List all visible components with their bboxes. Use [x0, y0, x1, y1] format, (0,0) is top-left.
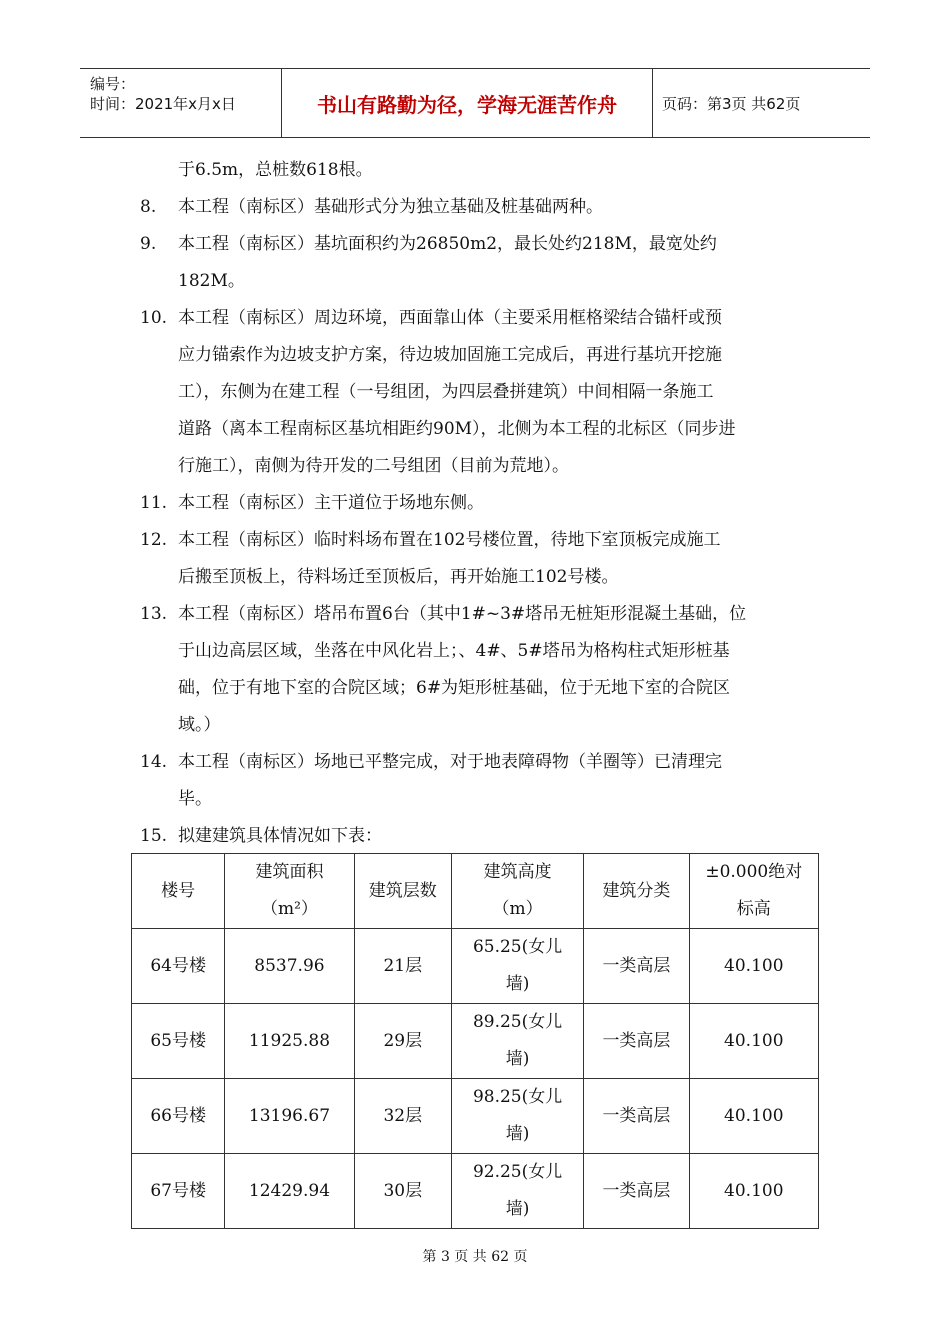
cell-text: 98.25(女儿	[472, 1087, 563, 1107]
list-item	[140, 596, 810, 744]
header-text: 建筑分类	[602, 880, 671, 901]
table-header-cell	[451, 854, 583, 929]
list-item-number: 13.	[140, 604, 168, 624]
cell-text: 墙)	[505, 1199, 530, 1219]
text-line: 本工程（南标区）基础形式分为独立基础及桩基础两种。	[178, 197, 603, 217]
text-line: 本工程（南标区）基坑面积约为26850m2，最长处约218M，最宽处约	[178, 234, 717, 254]
cell-category: 一类高层	[584, 1079, 689, 1154]
cell-building: 66号楼	[132, 1079, 225, 1154]
header-meta	[80, 69, 280, 137]
text-line: 毕。	[178, 789, 212, 809]
header-text: （m）	[492, 899, 543, 919]
table-row	[132, 1004, 819, 1079]
cell-elevation: 40.100	[689, 1079, 818, 1154]
list-item	[140, 818, 810, 855]
cell-floors: 29层	[354, 1004, 451, 1079]
header-text: 建筑高度	[483, 862, 552, 882]
list-item-number: 11.	[140, 493, 168, 513]
list-item-text	[178, 522, 810, 596]
header-text: 建筑层数	[368, 880, 437, 901]
text-line: 道路（离本工程南标区基坑相距约90M），北侧为本工程的北标区（同步进	[178, 419, 736, 439]
header-text: 楼号	[161, 880, 196, 901]
table-header-cell	[132, 854, 225, 929]
table-header-cell	[584, 854, 689, 929]
cell-area: 8537.96	[225, 929, 354, 1004]
cell-height	[451, 929, 583, 1004]
cell-text: 89.25(女儿	[472, 1012, 563, 1032]
cell-text: 65.25(女儿	[472, 937, 563, 957]
building-table	[131, 853, 819, 1229]
text-line: 工），东侧为在建工程（一号组团，为四层叠拼建筑）中间相隔一条施工	[178, 382, 714, 402]
header-text: ±0.000绝对	[705, 862, 803, 882]
list-item-number: 15.	[140, 826, 168, 846]
cell-text: 墙)	[505, 974, 530, 994]
list-item-number: 12.	[140, 530, 168, 550]
cell-category: 一类高层	[584, 929, 689, 1004]
list-item-number: 8.	[140, 197, 157, 217]
cell-text: 墙)	[505, 1124, 530, 1144]
cell-building: 67号楼	[132, 1154, 225, 1229]
text-line: 拟建建筑具体情况如下表：	[178, 826, 382, 846]
table-header-cell	[225, 854, 354, 929]
cell-height	[451, 1079, 583, 1154]
text-line: 本工程（南标区）场地已平整完成，对于地表障碍物（羊圈等）已清理完	[178, 752, 722, 772]
text-line: 本工程（南标区）临时料场布置在102号楼位置，待地下室顶板完成施工	[178, 530, 721, 550]
cell-building: 65号楼	[132, 1004, 225, 1079]
document-code-label: 编号：	[90, 75, 136, 93]
text-line: 行施工），南侧为待开发的二号组团（目前为荒地）。	[178, 456, 569, 476]
list-item-text	[178, 596, 810, 744]
header-motto: 书山有路勤为径，学海无涯苦作舟	[281, 69, 653, 137]
cell-elevation: 40.100	[689, 929, 818, 1004]
cell-building: 64号楼	[132, 929, 225, 1004]
table-body	[132, 929, 819, 1229]
page-header	[80, 68, 870, 138]
list-item-number: 10.	[140, 308, 168, 328]
table-header-cell	[689, 854, 818, 929]
cell-height	[451, 1004, 583, 1079]
cell-floors: 30层	[354, 1154, 451, 1229]
text-line: 应力锚索作为边坡支护方案，待边坡加固施工完成后，再进行基坑开挖施	[178, 345, 722, 365]
list-item-text	[178, 485, 810, 522]
list-item-number: 14.	[140, 752, 168, 772]
list-item	[140, 485, 810, 522]
text-line: 于山边高层区域，坐落在中风化岩上；、4#、5#塔吊为格构柱式矩形桩基	[178, 641, 730, 661]
list-item	[140, 744, 810, 818]
header-text: 建筑面积	[255, 862, 324, 882]
paragraph-continuation: 于6.5m，总桩数618根。	[178, 160, 373, 180]
list-item	[140, 300, 810, 485]
list-item-text	[178, 189, 810, 226]
page-footer: 第 3 页 共 62 页	[422, 1249, 528, 1265]
document-body	[140, 152, 810, 855]
table-row	[132, 1154, 819, 1229]
text-line: 后搬至顶板上，待料场迁至顶板后，再开始施工102号楼。	[178, 567, 619, 587]
cell-height	[451, 1154, 583, 1229]
list-item-number: 9.	[140, 234, 157, 254]
text-line: 域。）	[178, 715, 221, 735]
header-text: 标高	[736, 899, 771, 919]
cell-category: 一类高层	[584, 1004, 689, 1079]
cell-elevation: 40.100	[689, 1154, 818, 1229]
list-item	[140, 189, 810, 226]
cell-text: 墙)	[505, 1049, 530, 1069]
cell-area: 12429.94	[225, 1154, 354, 1229]
cell-floors: 21层	[354, 929, 451, 1004]
header-text: （m²）	[260, 899, 318, 919]
text-line: 本工程（南标区）塔吊布置6台（其中1#~3#塔吊无桩矩形混凝土基础，位	[178, 604, 747, 624]
table-header-row	[132, 854, 819, 929]
cell-area: 11925.88	[225, 1004, 354, 1079]
text-line: 182M。	[178, 271, 245, 291]
list-item-text	[178, 818, 810, 855]
cell-text: 92.25(女儿	[472, 1162, 563, 1182]
cell-category: 一类高层	[584, 1154, 689, 1229]
list-item	[140, 226, 810, 300]
document-date: 时间：2021年x月x日	[90, 95, 236, 113]
cell-area: 13196.67	[225, 1079, 354, 1154]
list-item	[140, 522, 810, 596]
cell-floors: 32层	[354, 1079, 451, 1154]
numbered-list	[140, 189, 810, 855]
list-item-text	[178, 744, 810, 818]
list-item-text	[178, 300, 810, 485]
cell-elevation: 40.100	[689, 1004, 818, 1079]
text-line: 本工程（南标区）主干道位于场地东侧。	[178, 493, 484, 513]
text-line: 础，位于有地下室的合院区域；6#为矩形桩基础，位于无地下室的合院区	[178, 678, 731, 698]
table-row	[132, 929, 819, 1004]
list-item-text	[178, 226, 810, 300]
table-header-cell	[354, 854, 451, 929]
header-page-info: 页码：第3页 共62页	[662, 94, 801, 113]
table-row	[132, 1079, 819, 1154]
text-line: 本工程（南标区）周边环境，西面靠山体（主要采用框格梁结合锚杆或预	[178, 308, 722, 328]
